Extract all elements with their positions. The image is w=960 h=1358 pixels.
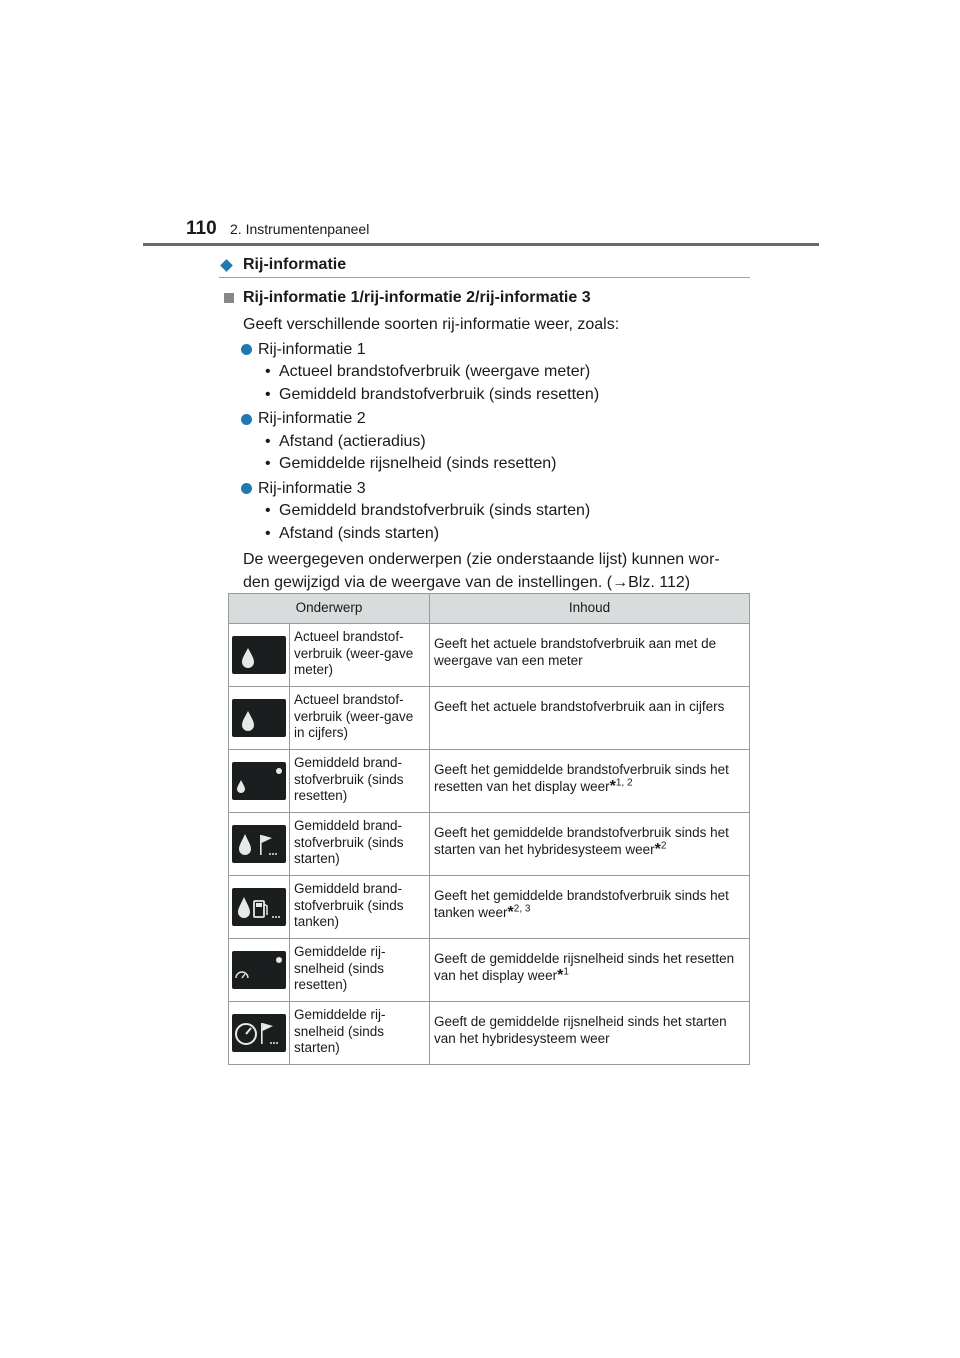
item-name: Gemiddelde rij-snelheid (sinds resetten) [290, 939, 430, 1002]
list-item-text: Actueel brandstofverbruik (weergave meter) [279, 363, 591, 380]
group-label: Rij-informatie 2 [258, 410, 366, 427]
speedometer-flag-icon [232, 1014, 286, 1052]
fuel-drop-icon [232, 699, 286, 737]
heading-main [219, 256, 346, 274]
list-item [243, 431, 763, 454]
heading-sub-text: Rij-informatie 1/rij-informatie 2/rij-informatie 3 [243, 289, 591, 306]
circle-bullet-icon [241, 483, 252, 494]
page-number: 110 [186, 218, 217, 239]
fuel-drop-pump-icon [232, 888, 286, 926]
item-name: Gemiddeld brand-stofverbruik (sinds starten) [290, 813, 430, 876]
item-description: Geeft het actuele brandstofverbruik aan met de weergave van een meter [430, 624, 750, 687]
list-item [243, 500, 763, 523]
table-row [229, 624, 750, 687]
small-bullet-icon: • [265, 432, 271, 450]
item-name: Gemiddeld brand-stofverbruik (sinds tanken) [290, 876, 430, 939]
small-bullet-icon: • [265, 502, 271, 519]
table-header-content: Inhoud [430, 594, 750, 624]
small-bullet-icon: • [265, 455, 271, 472]
list-item-text: Gemiddeld brandstofverbruik (sinds resetten) [279, 385, 600, 403]
table-row [229, 1002, 750, 1065]
item-description: Geeft het actuele brandstofverbruik aan in cijfers [430, 687, 750, 750]
item-description: Geeft het gemiddelde brandstofverbruik sinds het starten van het hybridesysteem weer*$^2$ [430, 813, 750, 876]
small-bullet-icon: • [265, 363, 271, 380]
intro-text: Geeft verschillende soorten rij-informatie weer, zoals: [243, 316, 620, 333]
item-name: Actueel brandstof-verbruik (weer-gave meter) [290, 624, 430, 687]
body-text [243, 314, 763, 594]
list-item [243, 523, 763, 546]
fuel-drop-reset-icon [232, 762, 286, 800]
table-row [229, 939, 750, 1002]
closing-text-line: De weergegeven onderwerpen (zie onderstaande lijst) kunnen wor- [243, 551, 720, 568]
table-row [229, 876, 750, 939]
group-1 [241, 339, 763, 362]
item-description: Geeft de gemiddelde rijsnelheid sinds het starten van het hybridesysteem weer [430, 1002, 750, 1065]
group-3 [241, 478, 763, 501]
fuel-drop-flag-icon [232, 825, 286, 863]
table-header-subject: Onderwerp [229, 594, 430, 624]
item-description: Geeft het gemiddelde brandstofverbruik sinds het resetten van het display weer*$^{1, 2}$ [430, 750, 750, 813]
list-item [243, 361, 763, 384]
item-description: Geeft het gemiddelde brandstofverbruik sinds het tanken weer*$^{2, 3}$ [430, 876, 750, 939]
small-bullet-icon: • [265, 524, 271, 542]
small-bullet-icon: • [265, 385, 271, 403]
fuel-drop-icon [232, 636, 286, 674]
square-bullet-icon [224, 293, 234, 303]
heading-main-text: Rij-informatie [243, 256, 347, 273]
table-row [229, 687, 750, 750]
item-name: Gemiddeld brand-stofverbruik (sinds resetten) [290, 750, 430, 813]
circle-bullet-icon [241, 414, 252, 425]
heading-divider [219, 277, 750, 278]
item-description: Geeft de gemiddelde rijsnelheid sinds het resetten van het display weer*$^1$ [430, 939, 750, 1002]
closing-text-line: den gewijzigd via de weergave van de instellingen. (→Blz. 112) [243, 573, 691, 591]
list-item-text: Gemiddelde rijsnelheid (sinds resetten) [279, 455, 557, 472]
list-item [243, 453, 763, 476]
diamond-bullet-icon [220, 259, 233, 272]
info-table [228, 593, 750, 1065]
table-row [229, 813, 750, 876]
group-label: Rij-informatie 3 [258, 479, 366, 497]
item-name: Actueel brandstof-verbruik (weer-gave in cijfers) [290, 687, 430, 750]
table-row [229, 750, 750, 813]
list-item [243, 384, 763, 407]
speedometer-reset-icon [232, 951, 286, 989]
circle-bullet-icon [241, 344, 252, 355]
header-divider [143, 243, 819, 246]
group-2 [241, 408, 763, 431]
list-item-text: Gemiddeld brandstofverbruik (sinds starten) [279, 502, 591, 519]
heading-sub [224, 289, 591, 307]
list-item-text: Afstand (sinds starten) [279, 524, 440, 542]
section-title: 2. Instrumentenpaneel [230, 221, 370, 237]
group-label: Rij-informatie 1 [258, 340, 366, 358]
item-name: Gemiddelde rij-snelheid (sinds starten) [290, 1002, 430, 1065]
list-item-text: Afstand (actieradius) [279, 432, 426, 450]
